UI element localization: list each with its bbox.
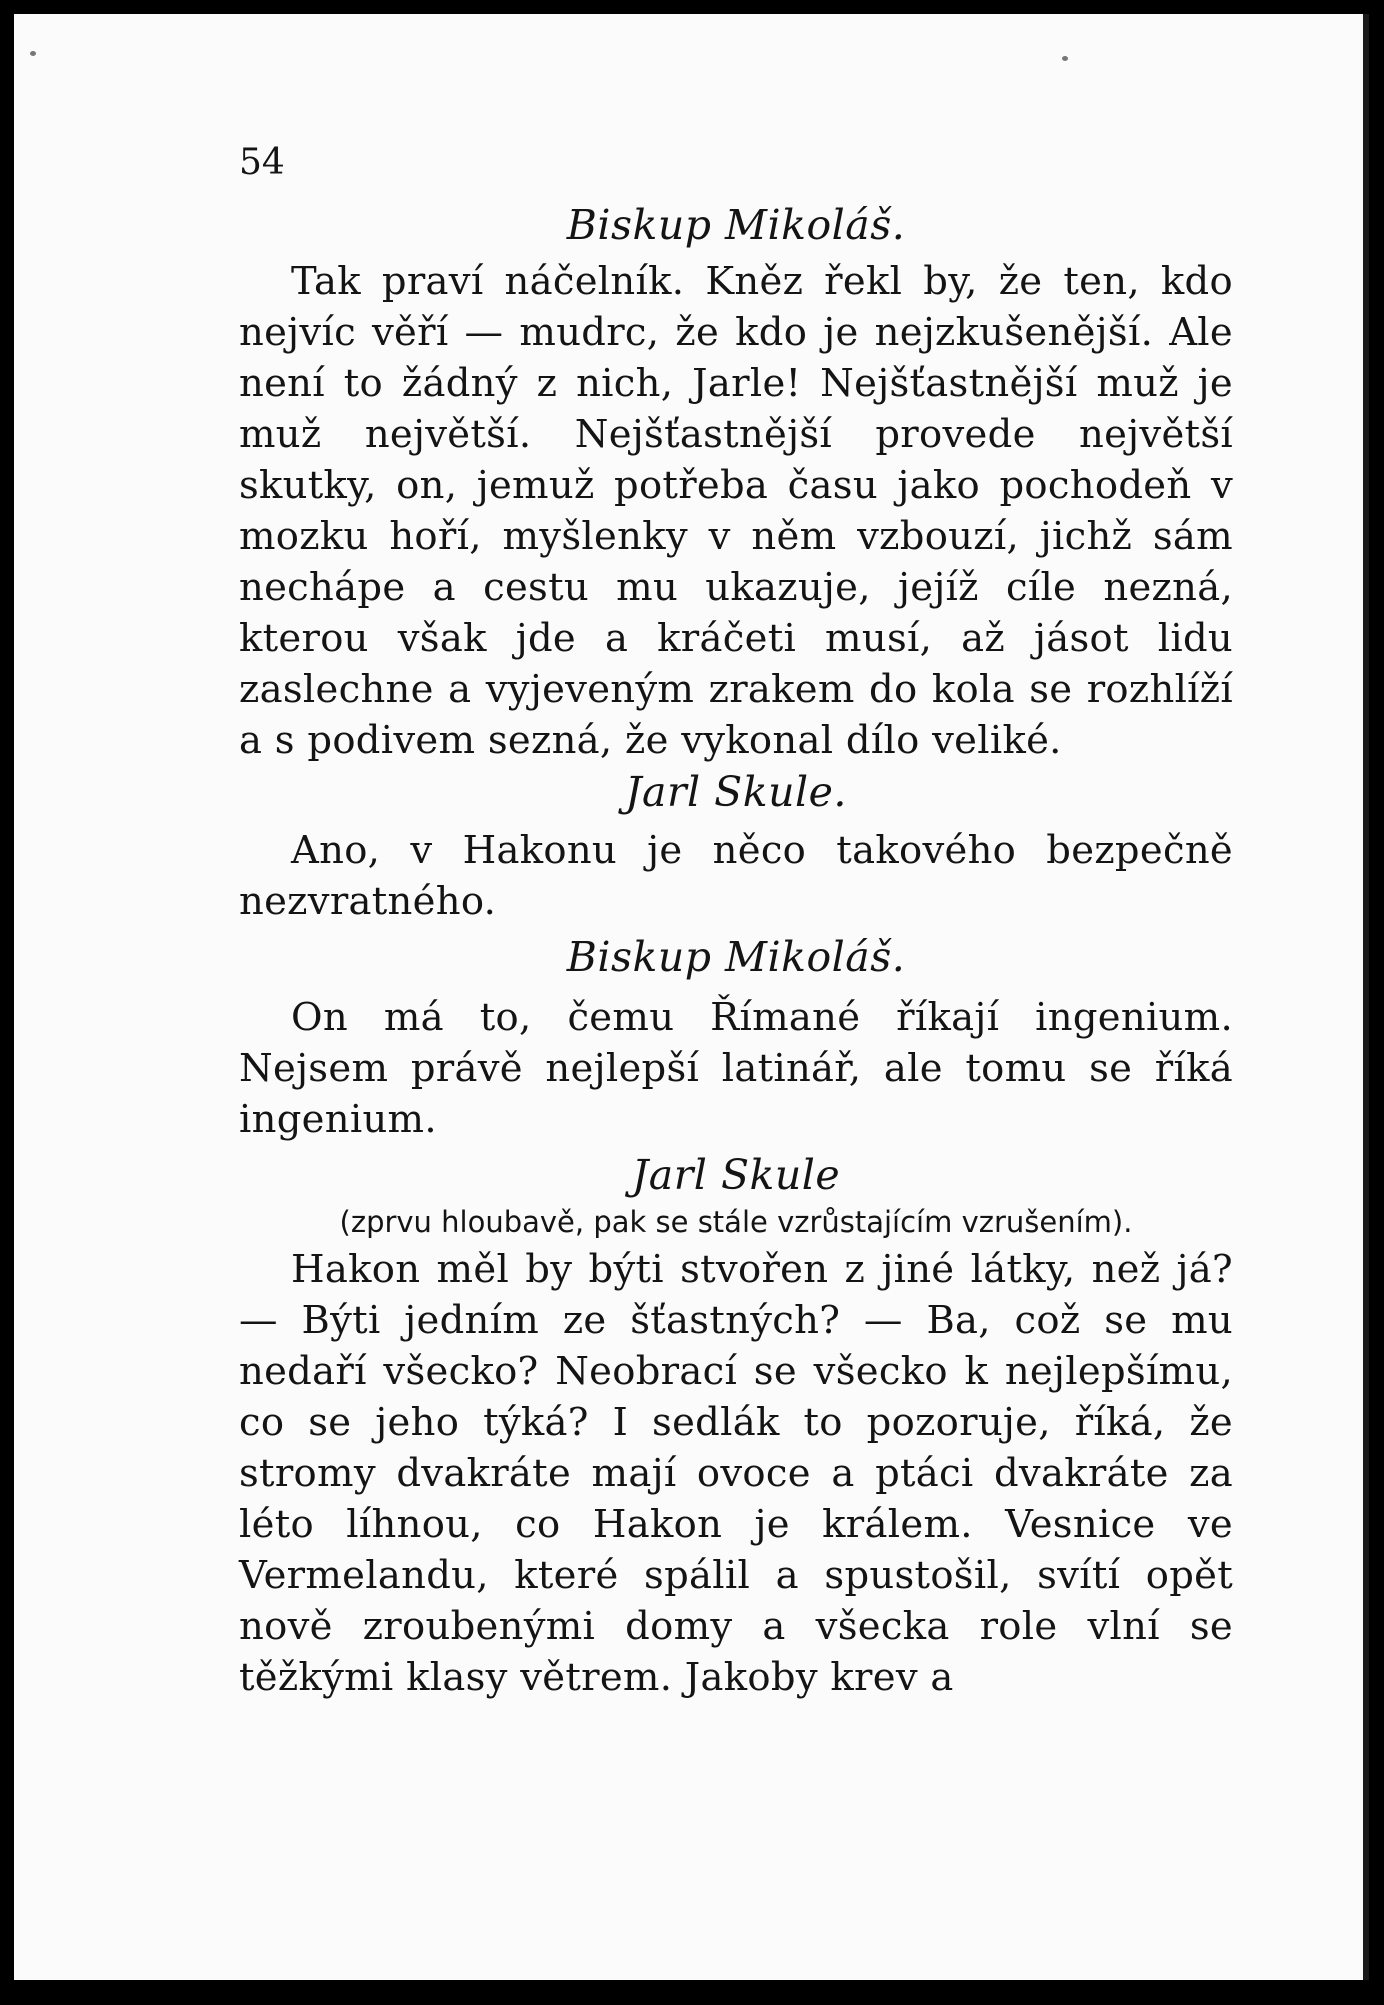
speaker-name: Biskup Mikoláš.	[566, 201, 906, 249]
speaker-name: Biskup Mikoláš.	[566, 933, 906, 981]
stage-direction: (zprvu hloubavě, pak se stále vzrůstajícím vzrušením).	[339, 1205, 1133, 1239]
page-edge-shadow	[1363, 14, 1369, 1980]
page-number: 54	[239, 142, 285, 183]
dialogue-paragraph: Ano, v Hakonu je něco takového bezpečně nezvratného.	[239, 828, 1233, 924]
speaker-name: Jarl Skule	[631, 1151, 841, 1199]
dialogue-paragraph: On má to, čemu Římané říkají ingenium. Nejsem právě nejlepší latinář, ale tomu se říká ingenium.	[239, 995, 1233, 1142]
speaker-name: Jarl Skule.	[625, 768, 847, 816]
speck-mark	[30, 51, 36, 56]
speck-mark	[1062, 56, 1068, 61]
book-page	[14, 14, 1369, 1980]
dialogue-paragraph: Hakon měl by býti stvořen z jiné látky, než já? — Býti jedním ze šťastných? — Ba, což se mu nedaří všecko? Neobrací se všecko k nejlepšímu, co se jeho týká? I sedlák to pozoruje, říká, že stromy dvakráte mají ovoce a ptáci dvakráte za léto líhnou, co Hakon je králem. Vesnice ve Vermelandu, které spálil a spustošil, svítí opět nově zroubenými domy a všecka role vlní se těžkými klasy větrem. Jakoby krev a	[239, 1247, 1233, 1700]
dialogue-paragraph: Tak praví náčelník. Kněz řekl by, že ten, kdo nejvíc věří — mudrc, že kdo je nejzkušenější. Ale není to žádný z nich, Jarle! Nejšťastnější muž je muž největší. Nejšťastnější provede největší skutky, on, jemuž potřeba času jako pochodeň v mozku hoří, myšlenky v něm vzbouzí, jichž sám nechápe a cestu mu ukazuje, jejíž cíle nezná, kterou však jde a kráčeti musí, až jásot lidu zaslechne a vyjeveným zrakem do kola se rozhlíží a s podivem sezná, že vykonal dílo veliké.	[239, 259, 1233, 763]
page-content	[239, 139, 1233, 1703]
